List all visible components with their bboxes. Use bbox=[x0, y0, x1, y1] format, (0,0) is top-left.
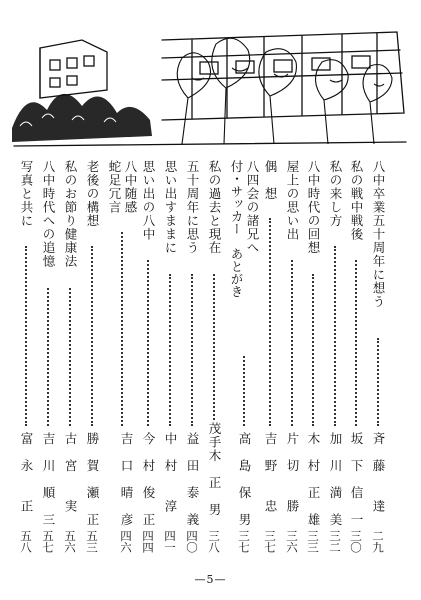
toc-subtitle: 蛇足冗言 bbox=[107, 160, 122, 214]
toc-entry bbox=[62, 160, 78, 556]
toc-title: 八中時代への追憶 bbox=[41, 160, 56, 268]
toc-page: 三七 bbox=[263, 530, 277, 553]
leader-dots bbox=[291, 260, 293, 426]
toc-title: 私のお節り健康法 bbox=[63, 160, 78, 268]
toc-entry bbox=[162, 160, 178, 556]
toc-title: 老後の構想 bbox=[85, 160, 100, 228]
toc-entry bbox=[40, 160, 56, 556]
leader-dots bbox=[355, 260, 357, 426]
leader-dots bbox=[213, 274, 215, 420]
toc-title: 八中卒業五十周年に想う bbox=[371, 160, 386, 309]
toc-page: 三三 bbox=[306, 530, 320, 553]
toc-author: 斉 藤 達 bbox=[371, 432, 386, 513]
toc-page: 五三 bbox=[85, 530, 99, 553]
leader-dots bbox=[91, 246, 93, 426]
toc-entry bbox=[305, 160, 321, 556]
toc-page: 二九 bbox=[371, 530, 385, 553]
toc-title: 屋上の思い出 bbox=[285, 160, 300, 241]
toc-page: 三〇 bbox=[349, 530, 363, 553]
toc-entry bbox=[262, 160, 278, 556]
toc-author: 加 川 満 美 bbox=[328, 432, 343, 527]
toc-title: 思い出の八中 bbox=[141, 160, 156, 241]
leader-dots bbox=[377, 338, 379, 426]
toc-author: 坂 下 信 一 bbox=[349, 432, 364, 527]
leader-dots bbox=[312, 274, 314, 426]
leader-dots bbox=[147, 260, 149, 426]
toc-entry bbox=[206, 160, 222, 556]
toc-entry-continued bbox=[228, 160, 252, 556]
leader-dots bbox=[191, 274, 193, 426]
toc-author: 茂手木 正 男 bbox=[207, 422, 222, 517]
leader-dots bbox=[25, 246, 27, 426]
toc-entry bbox=[348, 160, 364, 556]
toc-entry bbox=[18, 160, 34, 556]
leader-dots bbox=[169, 274, 171, 426]
leader-dots bbox=[121, 232, 123, 426]
toc-title: 私の過去と現在 bbox=[207, 160, 222, 255]
toc-entry bbox=[284, 160, 300, 556]
toc-title: 八中随感 bbox=[123, 160, 138, 214]
toc-page: 三六 bbox=[285, 530, 299, 553]
toc-entry bbox=[184, 160, 200, 556]
toc-author: 古 宮 実 bbox=[63, 432, 78, 513]
toc-author: 片 切 勝 bbox=[285, 432, 300, 513]
toc-title: 私の来し方 bbox=[328, 160, 343, 228]
leader-dots bbox=[269, 218, 271, 426]
toc-author: 中 村 淳 bbox=[163, 432, 178, 513]
toc-author: 高 島 保 男 bbox=[237, 432, 252, 527]
leader-dots bbox=[47, 288, 49, 426]
leader-dots bbox=[243, 356, 245, 426]
toc-entry bbox=[84, 160, 100, 556]
leader-dots bbox=[334, 246, 336, 426]
toc-title: 思い出すままに bbox=[163, 160, 178, 255]
leader-dots bbox=[69, 288, 71, 426]
toc-author: 木 村 正 雄 bbox=[306, 432, 321, 527]
toc-author: 今 村 俊 正 bbox=[141, 432, 156, 527]
toc-author: 吉 口 晴 彦 bbox=[119, 432, 134, 527]
toc-page: 五六 bbox=[63, 530, 77, 553]
toc-title: 偶 想 bbox=[263, 160, 278, 201]
toc-page: 五八 bbox=[19, 530, 33, 553]
toc-page: 三八 bbox=[207, 530, 221, 553]
toc-title: 私の戦中戦後 bbox=[349, 160, 364, 241]
toc-title: 写真と共に bbox=[19, 160, 34, 228]
toc-entry bbox=[370, 160, 386, 556]
toc-title: 八四会の諸兄へ bbox=[245, 160, 260, 255]
toc-subtitle: 付・サッカー あとがき bbox=[229, 160, 244, 298]
toc-author: 勝 賀 瀬 正 bbox=[85, 432, 100, 527]
toc-page: 四一 bbox=[163, 530, 177, 553]
table-of-contents bbox=[0, 160, 421, 560]
toc-page: 三二 bbox=[328, 530, 342, 553]
toc-author: 吉 野 忠 bbox=[263, 432, 278, 513]
toc-author: 富 永 正 bbox=[19, 432, 34, 513]
toc-title: 八中時代の回想 bbox=[306, 160, 321, 255]
school-building-sketch-illustration bbox=[12, 18, 408, 153]
toc-page: 四〇 bbox=[185, 530, 199, 553]
page-number: —5— bbox=[194, 573, 227, 586]
toc-page: 三七 bbox=[237, 530, 251, 553]
toc-entry bbox=[327, 160, 343, 556]
toc-page: 五七 bbox=[41, 530, 55, 553]
toc-page: 四六 bbox=[119, 530, 133, 553]
toc-entry bbox=[140, 160, 156, 556]
toc-author: 益 田 泰 義 bbox=[185, 432, 200, 527]
toc-title: 五十周年に思う bbox=[185, 160, 200, 255]
toc-author: 吉 川 順 三 bbox=[41, 432, 56, 527]
toc-page: 四四 bbox=[141, 530, 155, 553]
